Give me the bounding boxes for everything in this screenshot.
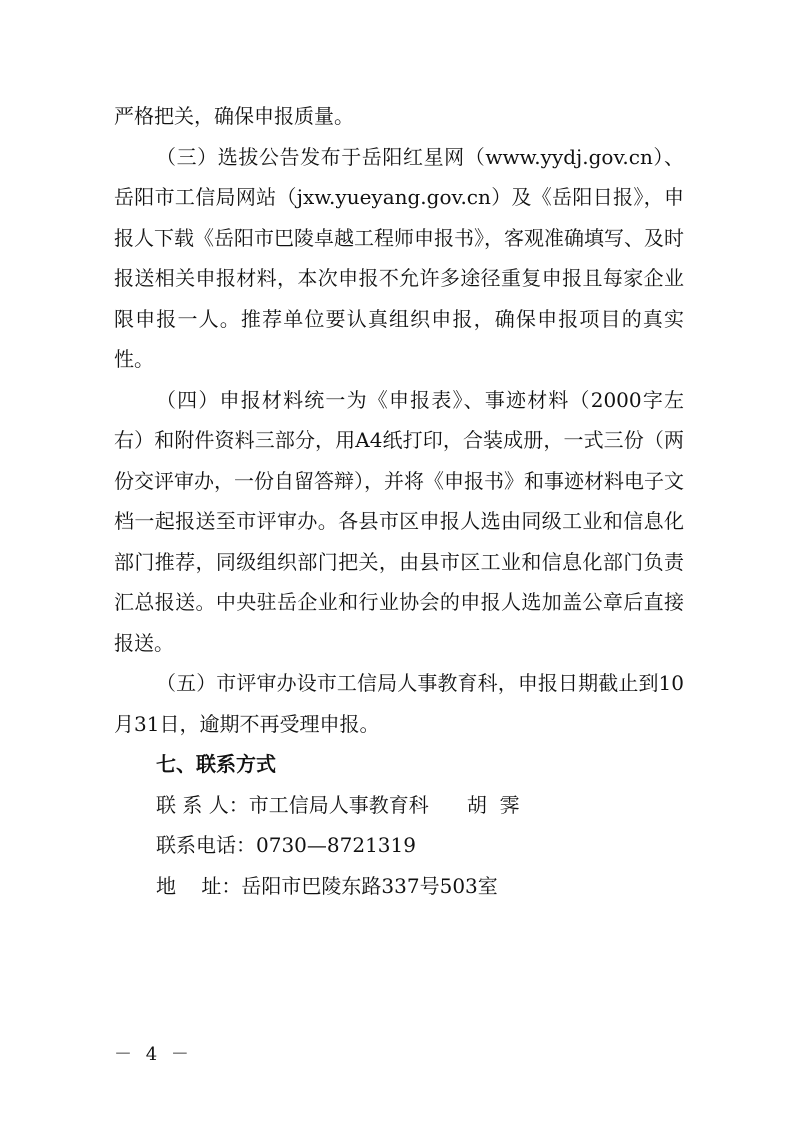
paragraph-item-5: （五）市评审办设市工信局人事教育科，申报日期截止到10月31日，逾期不再受理申报。 (114, 671, 684, 736)
paragraph-item-4: （四）申报材料统一为《申报表》、事迹材料（2000字左右）和附件资料三部分，用A4纸打印，合装成册，一式三份（两份交评审办，一份自留答辩），并将《申报书》和事迹材料电子文档一起报送至市评审办。各县市区申报人选由同级工业和信息化部门推荐，同级组织部门把关，由县市区工业和信息化部门负责汇总报送。中央驻岳企业和行业协会的申报人选加盖公章后直接报送。 (114, 387, 684, 655)
paragraph-continuation: 严格把关，确保申报质量。 (114, 104, 354, 128)
contact-address: 地 址：岳阳市巴陵东路337号503室 (156, 873, 498, 898)
contact-phone: 联系电话：0730—8721319 (156, 833, 416, 857)
contact-person: 联 系 人：市工信局人事教育科 胡 霁 (156, 792, 520, 817)
document-body (114, 96, 684, 906)
page-number: － 4 － (114, 1044, 193, 1065)
paragraph-item-3: （三）选拔公告发布于岳阳红星网（www.yydj.gov.cn）、岳阳市工信局网站（jxw.yueyang.gov.cn）及《岳阳日报》，申报人下载《岳阳市巴陵卓越工程师申报书》，客观准确填写、及时报送相关申报材料，本次申报不允许多途径重复申报且每家企业限申报一人。推荐单位要认真组织申报，确保申报项目的真实性。 (114, 144, 684, 371)
section-heading-contact: 七、联系方式 (156, 752, 276, 776)
